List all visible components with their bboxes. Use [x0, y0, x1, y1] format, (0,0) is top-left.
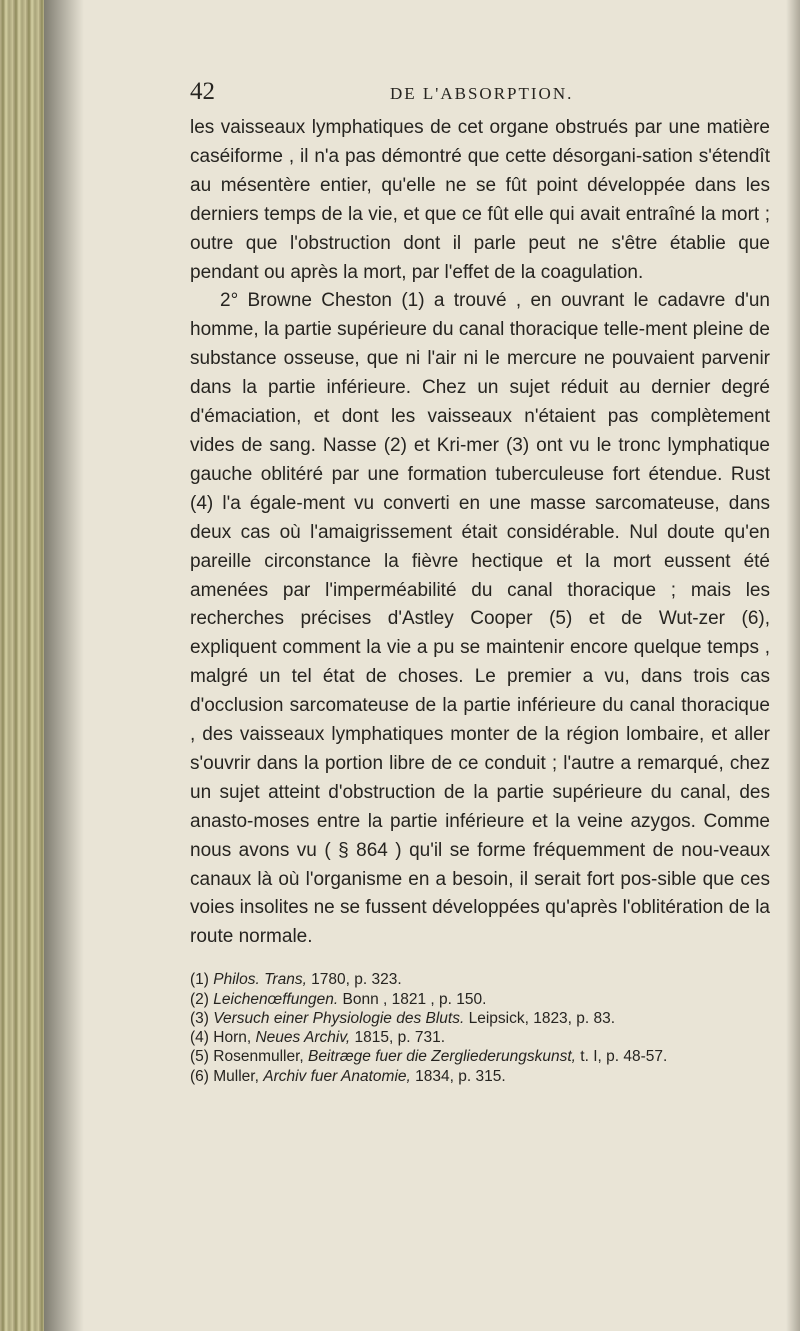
paragraph: 2° Browne Cheston (1) a trouvé , en ouvrant le cadavre d'un homme, la partie supérieure du canal thoracique telle-ment pleine de substance osseuse, que ni l'air ni le mercure ne pouvaient parvenir dans la partie inférieure. Chez un sujet réduit au dernier degré d'émaciation, et dont les vaisseaux n'étaient pas complètement vides de sang. Nasse (2) et Kri-mer (3) ont vu le tronc lymphatique gauche oblitéré par une formation tuberculeuse fort étendue. Rust (4) l'a égale-ment vu converti en une masse sarcomateuse, dans deux cas où l'amaigrissement était considérable. Nul doute qu'en pareille circonstance la fièvre hectique et la mort eussent été amenées par l'imperméabilité du canal thoracique ; mais les recherches précises d'Astley Cooper (5) et de Wut-zer (6), expliquent comment la vie a pu se maintenir encore quelque temps , malgré un tel état de choses. Le premier a vu, dans trois cas d'occlusion sarcomateuse de la partie inférieure du canal thoracique , des vaisseaux lymphatiques monter de la région lombaire, et aller s'ouvrir dans la portion libre de ce conduit ; l'autre a remarqué, chez un sujet atteint d'obstruction de la partie supérieure du canal, des anasto-moses entre la partie inférieure et la veine azygos. Comme nous avons vu ( § 864 ) qu'il se forme fréquemment de nou-veaux canaux là où l'organisme en a besoin, il serait fort pos-sible que ces voies insolites ne se fussent développées qu'après l'oblitération de la route normale. [190, 290, 770, 948]
gutter-shadow [44, 0, 84, 1331]
running-title: DE L'ABSORPTION. [390, 84, 574, 103]
footnote: (2) Leichenœffungen. Bonn , 1821 , p. 150. [190, 990, 487, 1008]
page-edge-shadow [786, 0, 800, 1331]
footnote: (5) Rosenmuller, Beitræge fuer die Zergliederungskunst, t. I, p. 48-57. [190, 1048, 668, 1066]
page-number: 42 [190, 78, 215, 105]
paragraph: les vaisseaux lymphatiques de cet organe obstrués par une matière caséiforme , il n'a pas démontré que cette désorgani-sation s'étendît au mésentère entier, qu'elle ne se fût point développée dans les derniers temps de la vie, et que ce fût elle qui avait entraîné la mort ; outre que l'obstruction dont il parle peut ne s'être établie que pendant ou après la mort, par l'effet de la coagulation. [190, 117, 770, 283]
footnote: (6) Muller, Archiv fuer Anatomie, 1834, p. 315. [190, 1067, 506, 1085]
book-page [190, 78, 770, 1086]
footnote: (3) Versuch einer Physiologie des Bluts. Leipsick, 1823, p. 83. [190, 1009, 616, 1027]
footnote: (1) Philos. Trans, 1780, p. 323. [190, 971, 402, 989]
footnote: (4) Horn, Neues Archiv, 1815, p. 731. [190, 1029, 446, 1047]
footnotes [190, 970, 770, 1086]
body-text [190, 114, 770, 952]
book-spine [0, 0, 44, 1331]
running-head [190, 78, 770, 108]
